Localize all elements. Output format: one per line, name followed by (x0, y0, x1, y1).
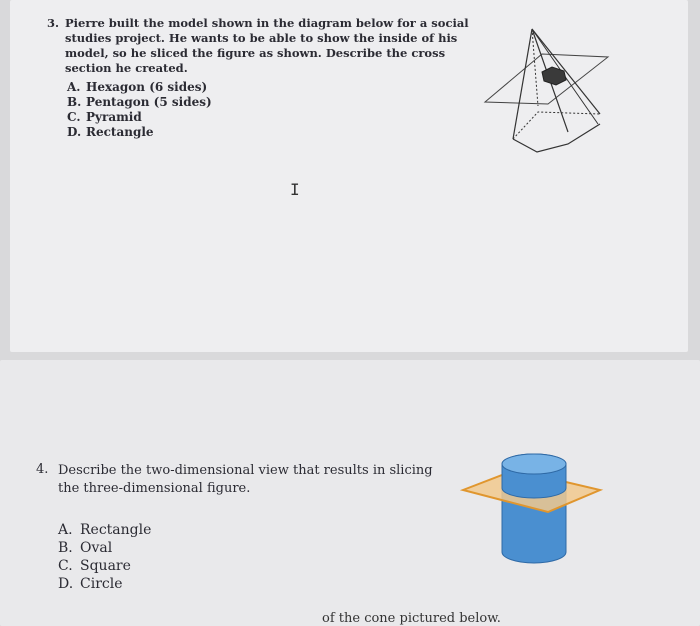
choice-b[interactable]: B. Oval (58, 540, 113, 556)
choice-c[interactable]: C. Square (58, 558, 131, 574)
question-4-card (0, 360, 700, 626)
text-cursor-icon: I (290, 180, 300, 199)
choice-a[interactable]: A. Rectangle (58, 522, 152, 538)
choice-d[interactable]: D. Rectangle (67, 125, 154, 139)
question-3-text: Pierre built the model shown in the diagram below for a social studies project. He wants to be able to show the inside of his model, so he sliced the figure as shown. Describe the cross section he created. (65, 16, 469, 75)
choice-c[interactable]: C. Pyramid (67, 110, 142, 124)
question-3-choices (67, 80, 212, 140)
sliced-cylinder-diagram (460, 452, 605, 567)
choice-b[interactable]: B. Pentagon (5 sides) (67, 95, 212, 109)
question-4-choices (58, 521, 151, 593)
question-4-number: 4. (36, 462, 49, 477)
question-3-card (10, 0, 688, 352)
choice-a[interactable]: A. Hexagon (6 sides) (67, 80, 208, 94)
next-question-partial-text: of the cone pictured below. (322, 611, 501, 626)
question-3-number: 3. (47, 16, 60, 30)
question-4-text: Describe the two-dimensional view that results in slicing the three-dimensional figure. (58, 463, 433, 496)
sliced-pyramid-diagram (480, 24, 620, 164)
choice-d[interactable]: D. Circle (58, 576, 123, 592)
